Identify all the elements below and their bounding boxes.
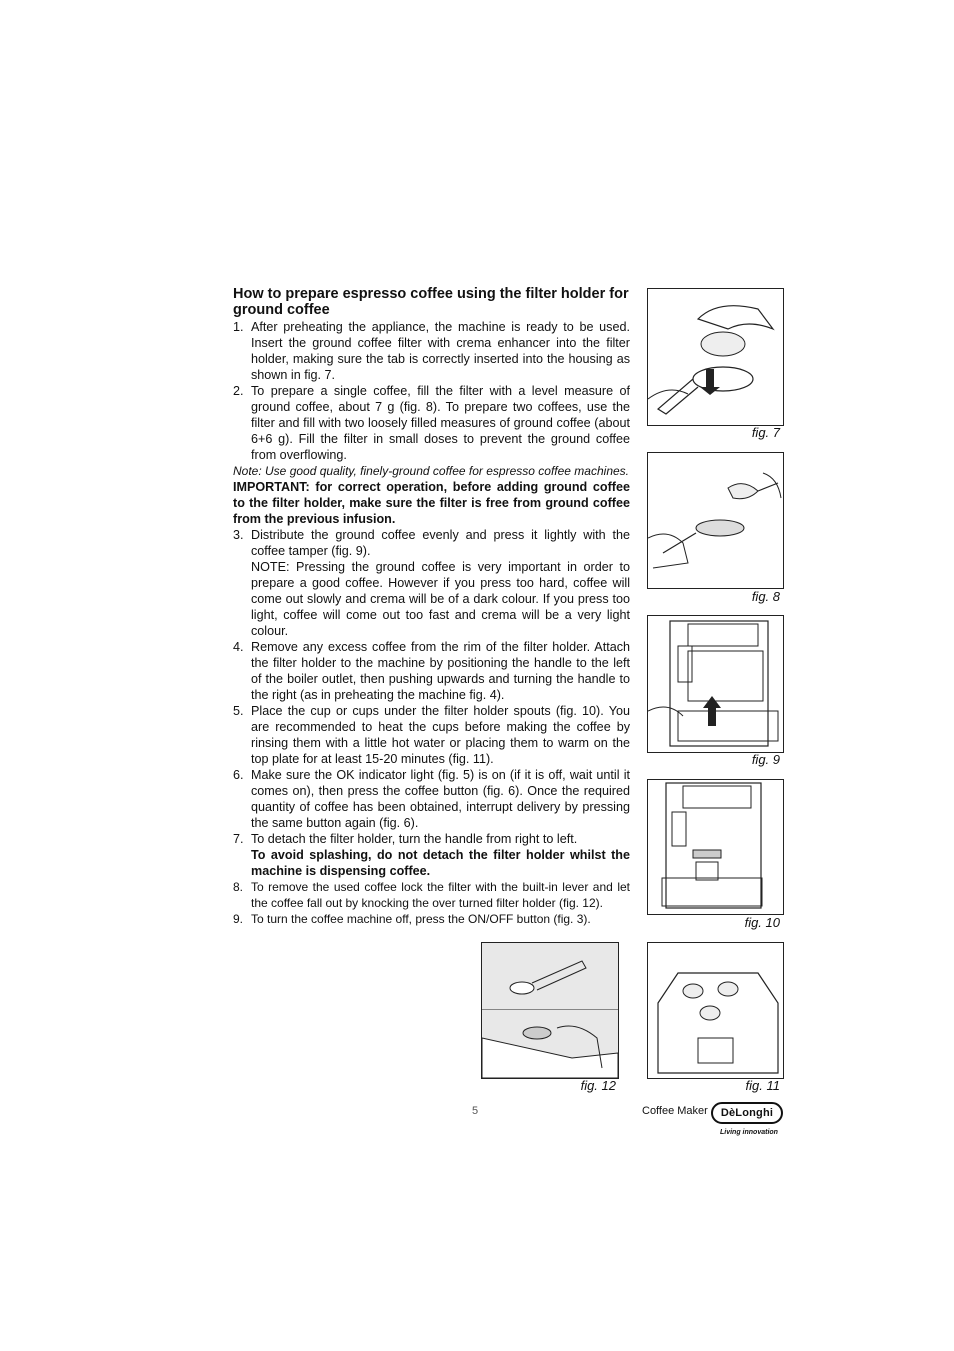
brand-logo: [711, 1102, 783, 1124]
step-text: To remove the used coffee lock the filter with the built-in lever and let the coffee fall out by knocking the over turned filter holder (fig. 12).: [251, 880, 630, 910]
instruction-list: [233, 319, 630, 927]
step-number: 7.: [233, 832, 244, 846]
tamping-note: NOTE: Pressing the ground coffee is very important in order to prepare a good coffee. However if you press too hard, coffee will come out slowly and crema will be of a dark colour. If you press too light, coffee will come out too fast and crema will be a very light colour.: [251, 560, 630, 638]
step-body: [251, 831, 630, 879]
step-body: [251, 527, 630, 639]
step-number: 5.: [233, 704, 244, 718]
machine-attach-illustration: [648, 616, 783, 752]
step-number: 1.: [233, 320, 244, 334]
knock-out-illustration: [482, 943, 618, 1078]
splash-warning: To avoid splashing, do not detach the filter holder whilst the machine is dispensing coffee.: [251, 848, 630, 878]
page-number: 5: [472, 1105, 479, 1117]
brand-tagline: Living innovation: [720, 1129, 778, 1136]
step-3: [233, 527, 630, 639]
figure-10-cups-under-spouts: [647, 779, 784, 915]
step-9: [233, 911, 630, 927]
fig-11-caption: fig. 11: [745, 1078, 780, 1093]
step-number: 3.: [233, 528, 244, 542]
product-label: Coffee Maker: [642, 1105, 708, 1117]
step-2: [233, 383, 630, 463]
step-text: Place the cup or cups under the filter holder spouts (fig. 10). You are recommended to heat the cups before making the coffee by rinsing them with a little hot water or placing them to warm on the top plate for at least 15-20 minutes (fig. 11).: [251, 704, 630, 766]
filling-coffee-illustration: [648, 453, 783, 588]
step-text: Distribute the ground coffee evenly and press it lightly with the coffee tamper (fig. 9).: [251, 528, 630, 558]
figure-11-cups-warming: [647, 942, 784, 1079]
figure-7-insert-filter: [647, 288, 784, 426]
step-8: [233, 879, 630, 911]
figure-8-fill-filter: [647, 452, 784, 589]
cups-on-top-plate-illustration: [648, 943, 783, 1078]
step-text: Make sure the OK indicator light (fig. 5) is on (if it is off, wait until it comes on), then press the coffee button (fig. 6). Once the required quantity of coffee has been obtained, interrupt delivery by pressing the same button again (fig. 6).: [251, 768, 630, 830]
step-text: Remove any excess coffee from the rim of the filter holder. Attach the filter holder to the machine by positioning the handle to the left of the boiler outlet, then pushing upwards and turning the handle to the right (as in preheating the machine fig. 4).: [251, 640, 630, 702]
fig-12-caption: fig. 12: [580, 1078, 616, 1093]
filter-insert-illustration: [648, 289, 783, 425]
step-6: [233, 767, 630, 831]
step-number: 6.: [233, 768, 244, 782]
step-7: [233, 831, 630, 879]
coffee-quality-note: Note: Use good quality, finely-ground coffee for espresso coffee machines.: [233, 464, 629, 478]
fig-7-caption: fig. 7: [751, 425, 780, 440]
cups-under-spouts-illustration: [648, 780, 783, 914]
important-notice: IMPORTANT: for correct operation, before adding ground coffee to the filter holder, make sure the filter is free from ground coffee from the previous infusion.: [233, 480, 630, 526]
fig-8-caption: fig. 8: [751, 589, 780, 604]
figure-12-knock-out-coffee: [481, 942, 619, 1079]
step-text: To prepare a single coffee, fill the filter with a level measure of ground coffee, about 7 g (fig. 8). To prepare two coffees, use the filter and fill with two loosely filled measures of ground coffee (about 6+6 g). Fill the filter in small doses to prevent the ground coffee from overflowing.: [251, 384, 630, 462]
step-text: To turn the coffee machine off, press the ON/OFF button (fig. 3).: [251, 912, 591, 926]
fig-10-caption: fig. 10: [744, 915, 780, 930]
step-number: 9.: [233, 912, 244, 926]
step-text: After preheating the appliance, the machine is ready to be used. Insert the ground coffee filter with crema enhancer into the filter holder, making sure the tab is correctly inserted into the housing as shown in fig. 7.: [251, 320, 630, 382]
figure-9-attach-holder: [647, 615, 784, 753]
step-text: To detach the filter holder, turn the handle from right to left.: [251, 832, 578, 846]
step-4: [233, 639, 630, 703]
step-5: [233, 703, 630, 767]
step-1: [233, 319, 630, 383]
step-number: 8.: [233, 880, 244, 894]
brand-name: DèLonghi: [720, 1107, 774, 1119]
fig-9-caption: fig. 9: [751, 752, 780, 767]
section-title: How to prepare espresso coffee using the filter holder for ground coffee: [233, 286, 629, 318]
step-number: 2.: [233, 384, 244, 398]
step-number: 4.: [233, 640, 244, 654]
